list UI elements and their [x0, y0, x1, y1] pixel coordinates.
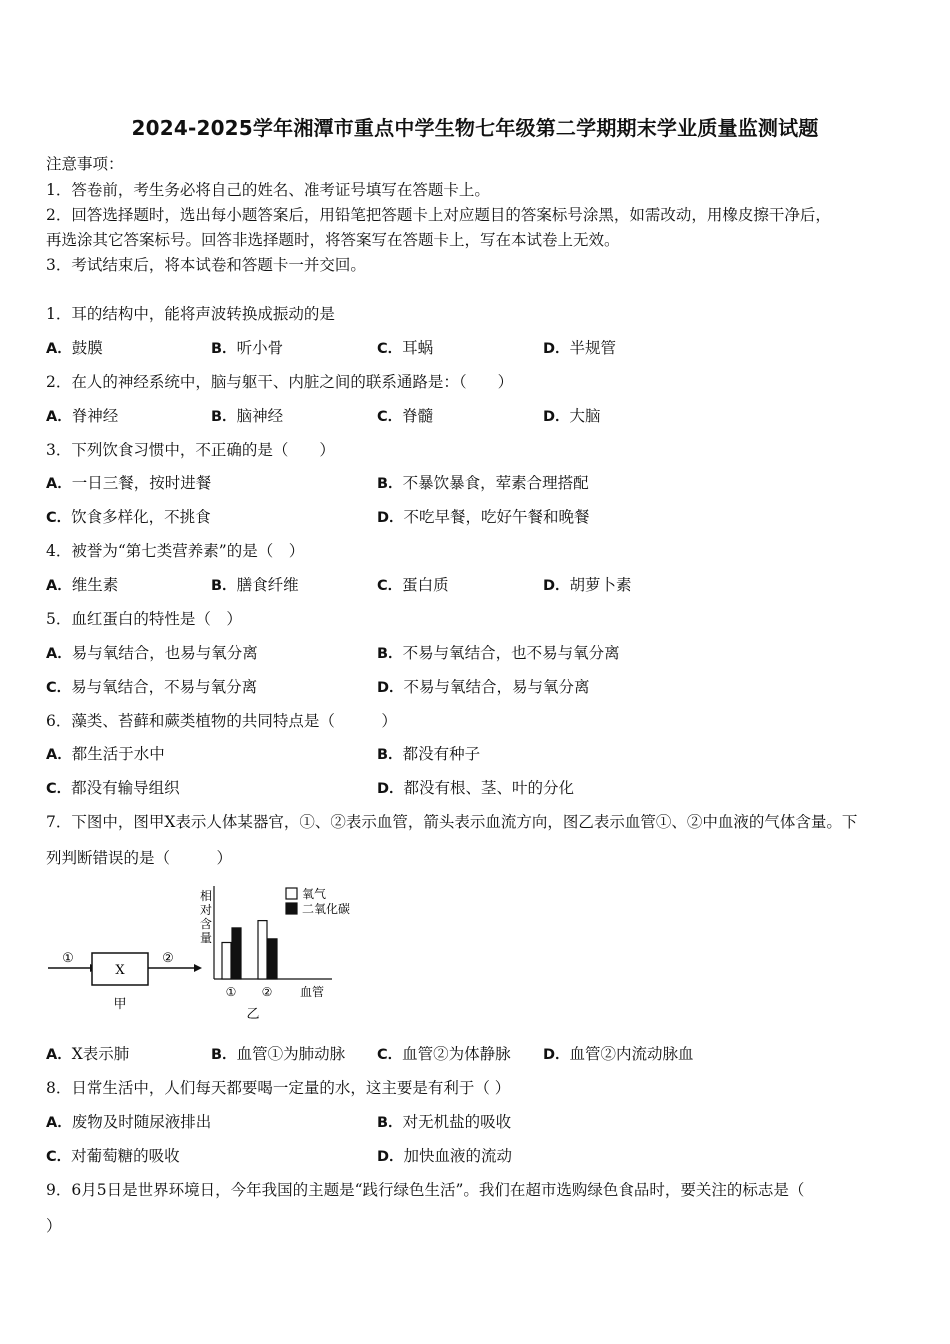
option-text: 不易与氧结合，也不易与氧分离 [402, 644, 620, 662]
option-c [377, 1042, 511, 1064]
option-label: D． [377, 1149, 404, 1165]
arrow-right-icon [194, 964, 202, 972]
option-a [46, 1042, 129, 1064]
option-label: D． [377, 510, 404, 526]
option-d [543, 404, 601, 426]
option-text: 耳蜗 [402, 339, 434, 357]
notice-item: 2．回答选择题时，选出每小题答案后，用铅笔把答题卡上对应题目的答案标号涂黑，如需改动，用橡皮擦干净后， [46, 206, 831, 224]
option-label: A． [46, 476, 72, 492]
option-text: 不暴饮暴食，荤素合理搭配 [402, 474, 589, 492]
option-text: 听小骨 [236, 339, 284, 357]
option-b [377, 742, 480, 764]
option-a [46, 336, 103, 358]
question-stem: 4．被誉为“第七类营养素”的是（ ） [46, 542, 305, 560]
option-label: B． [211, 341, 237, 357]
option-c [46, 776, 180, 798]
option-text: 膳食纤维 [236, 576, 299, 594]
option-text: 废物及时随尿液排出 [71, 1113, 212, 1131]
option-label: A． [46, 646, 72, 662]
option-text: 不易与氧结合，易与氧分离 [403, 678, 590, 696]
option-d [377, 675, 590, 697]
option-text: 血管②内流动脉血 [569, 1045, 694, 1063]
figure-q7 [44, 878, 374, 1028]
option-text: 都没有输导组织 [71, 779, 180, 797]
y-axis-label-char: 相 [199, 889, 213, 903]
vessel-2-label: ② [162, 951, 174, 966]
chart-yi [200, 886, 350, 1022]
option-d [377, 1144, 512, 1166]
question-stem: 3．下列饮食习惯中，不正确的是（ ） [46, 441, 335, 459]
figure-jia-caption: 甲 [113, 997, 127, 1012]
option-text: 易与氧结合，不易与氧分离 [71, 678, 258, 696]
option-label: B． [211, 1047, 237, 1063]
option-a [46, 471, 211, 493]
bars-group [222, 921, 277, 999]
option-text: 都生活于水中 [71, 745, 165, 763]
question-stem: 6．藻类、苔藓和蕨类植物的共同特点是（ ） [46, 712, 397, 730]
option-label: C． [46, 680, 72, 696]
organ-label: X [115, 963, 125, 978]
figure-svg [44, 878, 374, 1028]
vessel-1-label: ① [62, 951, 74, 966]
bar-co2-1 [232, 928, 241, 979]
option-d [377, 776, 574, 798]
option-label: D． [377, 680, 404, 696]
bar-co2-2 [268, 939, 277, 979]
option-b [377, 641, 620, 663]
legend-label-oxygen: 氧气 [302, 887, 327, 901]
option-label: D． [543, 409, 570, 425]
option-label: B． [377, 747, 403, 763]
option-label: C． [46, 781, 72, 797]
option-c [377, 404, 433, 426]
option-label: C． [46, 510, 72, 526]
option-b [211, 404, 283, 426]
notice-item: 3．考试结束后，将本试卷和答题卡一并交回。 [46, 256, 366, 274]
option-label: C． [377, 578, 403, 594]
option-a [46, 742, 165, 764]
option-label: A． [46, 1115, 72, 1131]
option-text: 对无机盐的吸收 [402, 1113, 512, 1131]
option-b [377, 471, 589, 493]
option-c [46, 1144, 180, 1166]
option-label: D． [543, 1047, 570, 1063]
option-d [377, 505, 590, 527]
option-label: D． [543, 341, 570, 357]
option-text: 大脑 [569, 407, 601, 425]
question-stem: 1．耳的结构中，能将声波转换成振动的是 [46, 305, 335, 323]
question-stem: 5．血红蛋白的特性是（ ） [46, 610, 242, 628]
option-label: A． [46, 747, 72, 763]
option-text: 半规管 [569, 339, 617, 357]
option-label: A． [46, 578, 72, 594]
option-label: A． [46, 341, 72, 357]
option-label: C． [46, 1149, 72, 1165]
question-stem: 2．在人的神经系统中，脑与躯干、内脏之间的联系通路是：（ ） [46, 373, 514, 391]
page-title: 2024-2025学年湘潭市重点中学生物七年级第二学期期末学业质量监测试题 [131, 116, 819, 140]
option-label: D． [377, 781, 404, 797]
option-text: 血管①为肺动脉 [236, 1045, 346, 1063]
option-b [377, 1110, 511, 1132]
option-d [543, 1042, 694, 1064]
y-axis-label-char: 对 [199, 903, 213, 917]
question-stem: 7．下图中，图甲Ⅹ表示人体某器官，①、②表示血管，箭头表示血流方向，图乙表示血管①、②中血液的气体含量。下 [46, 813, 858, 831]
option-text: 脊神经 [71, 407, 119, 425]
option-d [543, 336, 616, 358]
option-text: 蛋白质 [402, 576, 449, 594]
legend-swatch-co2 [286, 903, 297, 914]
figure-yi-caption: 乙 [246, 1007, 260, 1022]
option-label: B． [377, 476, 403, 492]
option-a [46, 641, 258, 663]
legend-swatch-oxygen [286, 888, 297, 899]
question-stem-continued: 列判断错误的是（ ） [46, 849, 233, 867]
option-label: C． [377, 409, 403, 425]
option-c [377, 573, 449, 595]
option-text: 一日三餐，按时进餐 [71, 474, 212, 492]
option-text: 维生素 [71, 576, 119, 594]
option-b [211, 336, 283, 358]
x-tick-label: ② [261, 985, 273, 999]
option-d [543, 573, 632, 595]
option-label: C． [377, 341, 403, 357]
notice-item: 再选涂其它答案标号。回答非选择题时，将答案写在答题卡上，写在本试卷上无效。 [46, 231, 620, 249]
option-text: 不吃早餐，吃好午餐和晚餐 [403, 508, 590, 526]
option-label: B． [377, 646, 403, 662]
option-label: D． [543, 578, 570, 594]
option-text: 易与氧结合，也易与氧分离 [71, 644, 258, 662]
option-b [211, 1042, 345, 1064]
bar-oxygen-1 [222, 943, 231, 980]
option-text: 对葡萄糖的吸收 [71, 1147, 180, 1165]
option-text: 血管②为体静脉 [402, 1045, 511, 1063]
option-a [46, 404, 118, 426]
question-stem-continued: ） [46, 1217, 62, 1235]
option-label: B． [377, 1115, 403, 1131]
option-text: 加快血液的流动 [403, 1147, 513, 1165]
x-axis-label: 血管 [299, 985, 325, 999]
option-label: B． [211, 409, 237, 425]
option-text: Ⅹ表示肺 [71, 1045, 130, 1063]
y-axis-label-char: 量 [199, 931, 213, 945]
option-c [377, 336, 433, 358]
bar-oxygen-2 [258, 921, 267, 979]
option-text: 都没有根、茎、叶的分化 [403, 779, 575, 797]
option-label: A． [46, 409, 72, 425]
option-text: 都没有种子 [402, 745, 481, 763]
option-text: 饮食多样化，不挑食 [71, 508, 211, 526]
option-a [46, 1110, 211, 1132]
y-axis-label-char: 含 [199, 917, 213, 931]
notice-item: 1．答卷前，考生务必将自己的姓名、准考证号填写在答题卡上。 [46, 181, 490, 199]
question-stem: 9．6月5日是世界环境日，今年我国的主题是“践行绿色生活”。我们在超市选购绿色食品时，要关注的标志是（ [46, 1181, 805, 1199]
question-stem: 8．日常生活中，人们每天都要喝一定量的水，这主要是有利于（ ） [46, 1079, 511, 1097]
option-text: 脊髓 [402, 407, 434, 425]
option-c [46, 675, 257, 697]
x-tick-label: ① [225, 985, 237, 999]
notice-heading: 注意事项： [46, 155, 124, 173]
option-label: B． [211, 578, 237, 594]
option-b [211, 573, 299, 595]
option-a [46, 573, 118, 595]
option-c [46, 505, 211, 527]
option-label: A． [46, 1047, 72, 1063]
option-text: 脑神经 [236, 407, 284, 425]
option-text: 鼓膜 [71, 339, 103, 357]
option-text: 胡萝卜素 [569, 576, 632, 594]
legend-label-co2: 二氧化碳 [302, 902, 351, 916]
option-label: C． [377, 1047, 403, 1063]
